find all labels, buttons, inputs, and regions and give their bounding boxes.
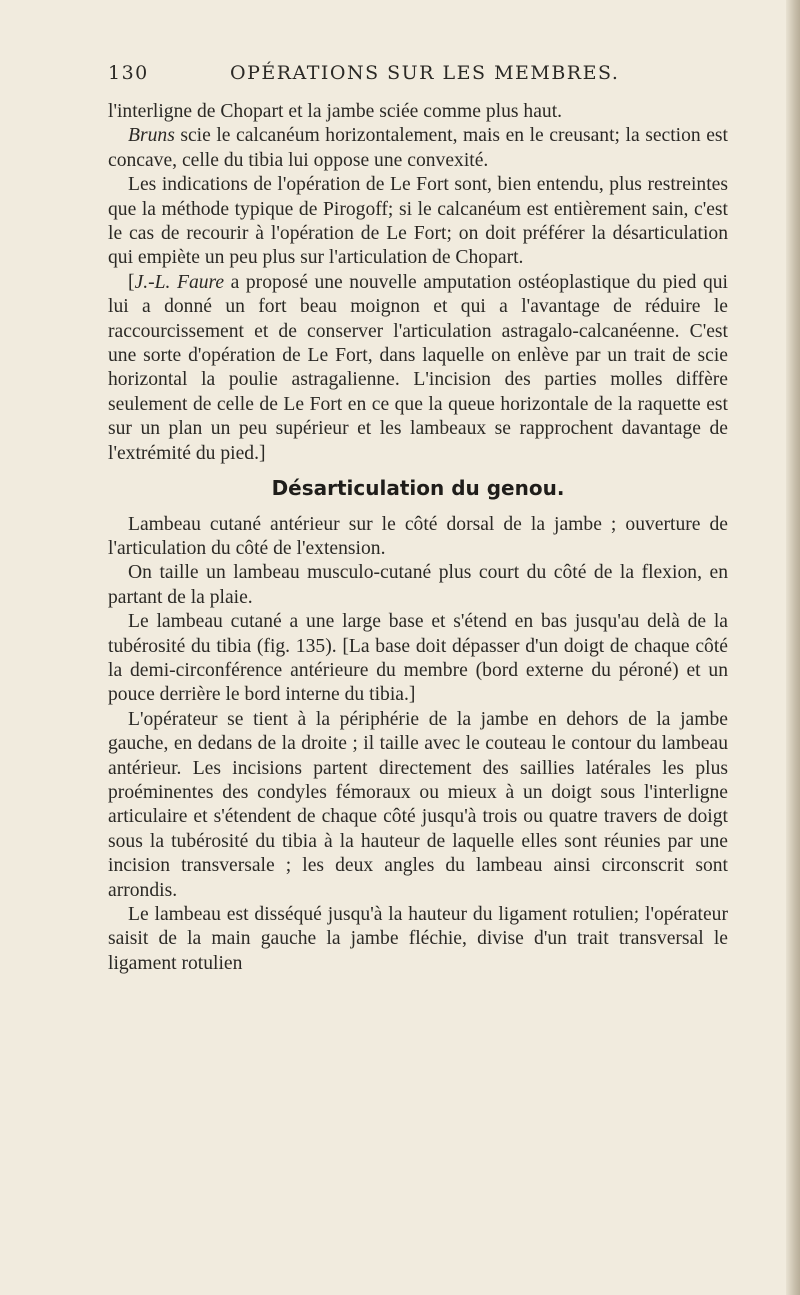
- running-header: [108, 62, 728, 90]
- paragraph: l'interligne de Chopart et la jambe sciée comme plus haut.: [108, 101, 563, 122]
- section-heading: Désarticulation du genou.: [271, 476, 565, 501]
- paragraph: On taille un lambeau musculo-cutané plus court du côté de la flexion, en partant de la plaie.: [108, 562, 728, 608]
- paragraph: Le lambeau est disséqué jusqu'à la hauteur du ligament rotulien; l'opérateur saisit de la main gauche la jambe fléchie, divise d'un trait transversal le ligament rotulien: [108, 904, 728, 974]
- body-text: [108, 100, 728, 976]
- paragraph: Bruns scie le calcanéum horizontalement, mais en le creusant; la section est concave, celle du tibia lui oppose une convexité.: [108, 125, 728, 171]
- paragraph: Le lambeau cutané a une large base et s'étend en bas jusqu'au delà de la tubérosité du tibia (fig. 135). [La base doit dépasser d'un doigt de chaque côté la demi-circonférence antérieure du membre (bord externe du péroné) et un pouce derrière le bord interne du tibia.]: [108, 611, 728, 706]
- page-number: 130: [108, 62, 149, 84]
- paragraph: L'opérateur se tient à la périphérie de la jambe en dehors de la jambe gauche, en dedans de la droite ; il taille avec le couteau le contour du lambeau antérieur. Les incisions partent directement des saillies latérales les plus proéminentes des condyles fémoraux ou mieux à un doigt sous l'interligne articulaire et s'étendent de chaque côté jusqu'à trois ou quatre travers de doigt sous la tubérosité du tibia à la hauteur de laquelle elles sont réunies par une incision transversale ; les deux angles du lambeau ainsi circonscrit sont arrondis.: [108, 708, 728, 901]
- author-name: J.-L. Faure: [134, 271, 225, 293]
- author-name: Bruns: [128, 125, 175, 147]
- paragraph: [J.-L. Faure a proposé une nouvelle amputation ostéoplastique du pied qui lui a donné un fort beau moignon et qui a l'avantage de réduire le raccourcissement et de conserver l'articulation astragalo-calcanéenne. C'est une sorte d'opération de Le Fort, dans laquelle on enlève par un trait de scie horizontal la poulie astragalienne. L'incision des parties molles diffère seulement de celle de Le Fort en ce que la queue horizontale de la raquette est sur un plan un peu supérieur et les lambeaux se rapprochent davantage de l'extrémité du pied.]: [108, 271, 728, 464]
- page-edge: [786, 0, 800, 1295]
- paragraph: Lambeau cutané antérieur sur le côté dorsal de la jambe ; ouverture de l'articulation du côté de l'extension.: [108, 513, 728, 559]
- paragraph: Les indications de l'opération de Le Fort sont, bien entendu, plus restreintes que la méthode typique de Pirogoff; si le calcanéum est entièrement sain, c'est le cas de recourir à l'opération de Le Fort; on doit préférer la désarticulation qui empiète un peu plus sur l'articulation de Chopart.: [108, 174, 728, 269]
- running-title: OPÉRATIONS SUR LES MEMBRES.: [230, 62, 620, 84]
